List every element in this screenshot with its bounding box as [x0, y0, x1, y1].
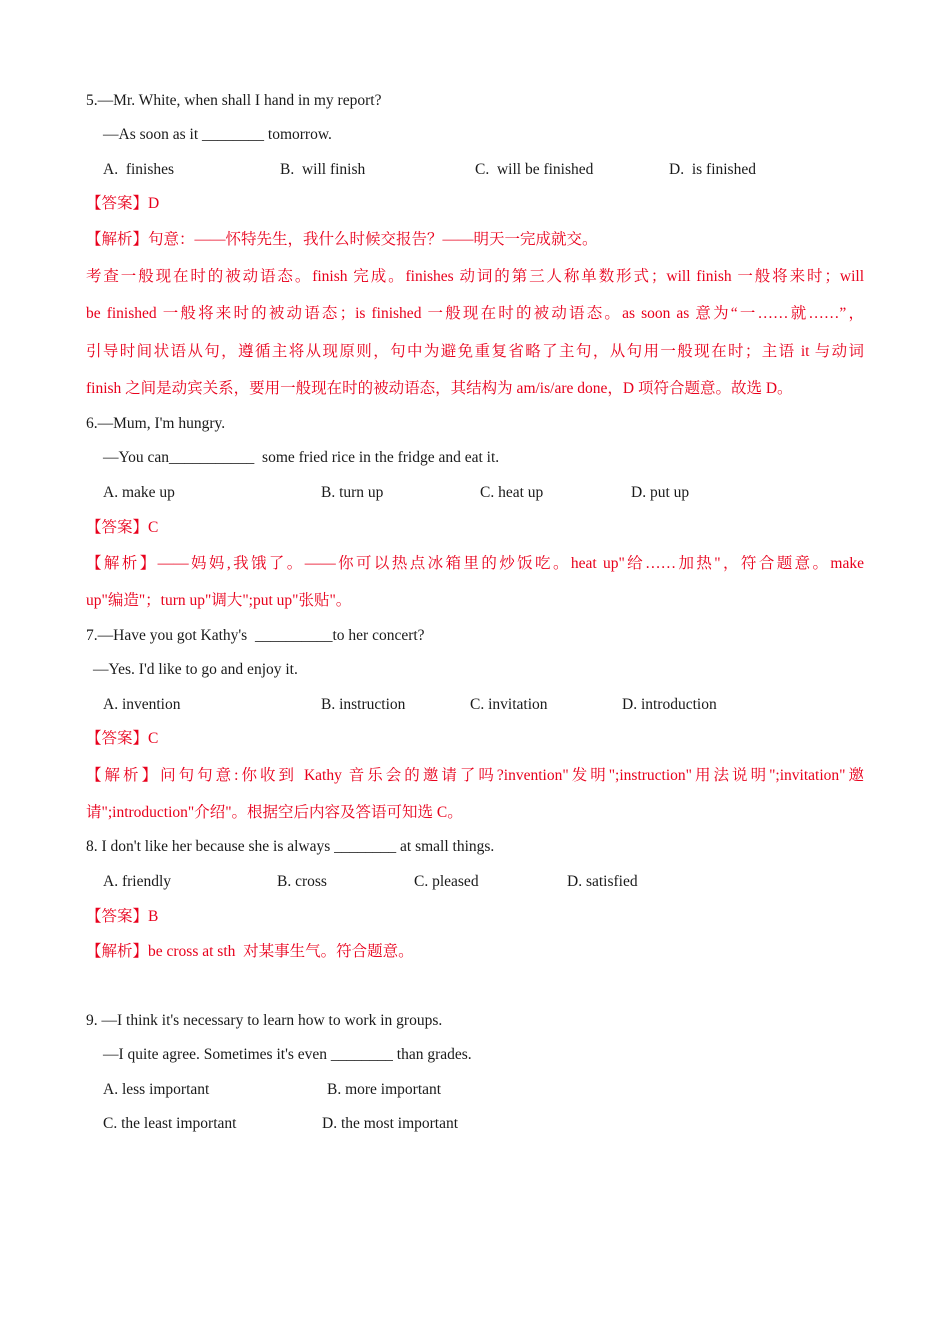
q7-explanation-line-2: 请";introduction"介绍"。根据空后内容及答语可知选 C。: [86, 804, 463, 821]
q9-option-c: C. the least important: [103, 1115, 237, 1132]
q9-option-b: B. more important: [327, 1081, 442, 1098]
q6-option-c: C. heat up: [480, 484, 544, 501]
q5-option-a: A. finishes: [103, 161, 175, 178]
q7-option-c: C. invitation: [470, 696, 548, 713]
q5-explanation-line-4: 引导时间状语从句，遵循主将从现原则，句中为避免重复省略了主句，从句用一般现在时；主语 it 与动词: [86, 343, 864, 360]
q6-response: [103, 448, 499, 468]
q8-option-a: A. friendly: [103, 873, 172, 890]
q7-question: [86, 626, 425, 646]
q9-response: —I quite agree. Sometimes it's even ________ than grades.: [103, 1046, 472, 1063]
q8-option-d: D. satisfied: [567, 873, 638, 890]
q6-blank: ___________: [169, 449, 255, 466]
q9-option-d: D. the most important: [322, 1115, 459, 1132]
q8-question: 8. I don't like her because she is always ________ at small things.: [86, 838, 495, 855]
q7-option-b: B. instruction: [321, 696, 406, 713]
q5-answer: 【答案】D: [86, 195, 160, 212]
q7-explanation-line-1: 【解析】问句句意:你收到 Kathy 音乐会的邀请了吗?invention"发明";instruction"用法说明";invitation"邀: [86, 767, 864, 784]
q7-answer: 【答案】C: [86, 730, 159, 747]
q5-explanation-line-2: 考查一般现在时的被动语态。finish 完成。finishes 动词的第三人称单数形式；will finish 一般将来时；will: [86, 268, 864, 285]
q8-explanation-line-1: 【解析】be cross at sth 对某事生气。符合题意。: [86, 943, 414, 960]
q8-answer: 【答案】B: [86, 908, 159, 925]
q7-question-suffix: to her concert?: [332, 627, 425, 644]
q5-explanation-line-3: be finished 一般将来时的被动语态；is finished 一般现在时的被动语态。as soon as 意为“一……就……”，: [86, 305, 864, 322]
q6-explanation-line-1: 【解析】——妈妈,我饿了。——你可以热点冰箱里的炒饭吃。heat up"给……加热"，符合题意。make: [86, 555, 864, 572]
q8-option-c: C. pleased: [414, 873, 479, 890]
q6-response-prefix: —You can: [103, 449, 170, 466]
q5-explanation-line-5: finish 之间是动宾关系，要用一般现在时的被动语态，其结构为 am/is/are done，D 项符合题意。故选 D。: [86, 380, 793, 397]
q5-option-c: C. will be finished: [475, 161, 594, 178]
q5-option-d: D. is finished: [669, 161, 756, 178]
q5-response: —As soon as it ________ tomorrow.: [103, 126, 332, 143]
q5-explanation-line-1: 【解析】句意：——怀特先生，我什么时候交报告？——明天一完成就交。: [86, 231, 598, 248]
q7-option-d: D. introduction: [622, 696, 717, 713]
q6-answer: 【答案】C: [86, 519, 159, 536]
q5-question: 5.—Mr. White, when shall I hand in my report?: [86, 92, 382, 109]
q6-explanation-line-2: up"编造"；turn up"调大";put up"张贴"。: [86, 592, 352, 609]
q6-option-b: B. turn up: [321, 484, 384, 501]
q6-option-a: A. make up: [103, 484, 175, 501]
q7-option-a: A. invention: [103, 696, 181, 713]
q9-option-a: A. less important: [103, 1081, 210, 1098]
q6-question: 6.—Mum, I'm hungry.: [86, 415, 226, 432]
q7-blank: __________: [254, 627, 333, 644]
q7-response: —Yes. I'd like to go and enjoy it.: [93, 661, 298, 678]
q8-option-b: B. cross: [277, 873, 327, 890]
q7-question-prefix: 7.—Have you got Kathy's: [86, 627, 255, 644]
q6-response-suffix: some fried rice in the fridge and eat it.: [254, 449, 500, 466]
q5-option-b: B. will finish: [280, 161, 366, 178]
q6-option-d: D. put up: [631, 484, 690, 501]
q9-question: 9. —I think it's necessary to learn how to work in groups.: [86, 1012, 443, 1029]
